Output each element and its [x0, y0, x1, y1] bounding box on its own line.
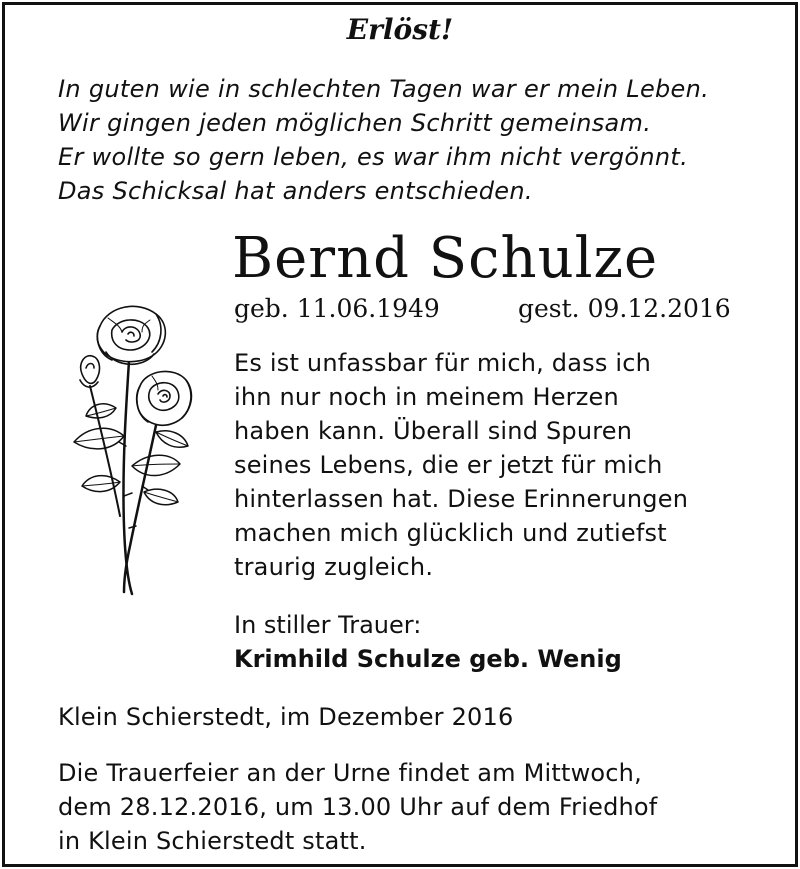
ceremony-line: dem 28.12.2016, um 13.00 Uhr auf dem Friedhof	[58, 793, 658, 821]
ceremony-line: in Klein Schierstedt statt.	[58, 827, 367, 855]
poem-line: In guten wie in schlechten Tagen war er mein Leben.	[58, 75, 710, 103]
upper-rose	[97, 306, 165, 364]
body-line: ihn nur noch in meinem Herzen	[234, 383, 619, 411]
poem-line: Wir gingen jeden möglichen Schritt gemeinsam.	[58, 109, 652, 137]
poem-line: Er wollte so gern leben, es war ihm nicht vergönnt.	[58, 143, 688, 171]
body-line: machen mich glücklich und zutiefst	[234, 519, 667, 547]
body-text	[234, 346, 688, 584]
rose-bud	[80, 356, 99, 387]
deceased-name: Bernd Schulze	[232, 226, 659, 291]
signer-name: Krimhild Schulze geb. Wenig	[234, 645, 622, 673]
birth-date: geb. 11.06.1949	[234, 294, 440, 323]
mourning-label: In stiller Trauer:	[234, 611, 422, 639]
mourning-block	[234, 608, 622, 676]
ceremony-line: Die Trauerfeier an der Urne findet am Mittwoch,	[58, 759, 642, 787]
headline: Erlöst!	[346, 13, 454, 46]
body-line: hinterlassen hat. Diese Erinnerungen	[234, 485, 689, 513]
death-date: gest. 09.12.2016	[518, 294, 731, 323]
body-line: traurig zugleich.	[234, 553, 434, 581]
rose-illustration	[60, 296, 220, 596]
ceremony-info	[58, 756, 657, 858]
body-line: Es ist unfassbar für mich, dass ich	[234, 349, 652, 377]
poem	[58, 72, 709, 208]
poem-line: Das Schicksal hat anders entschieden.	[58, 177, 533, 205]
lower-rose	[137, 371, 192, 425]
place-date: Klein Schierstedt, im Dezember 2016	[58, 703, 514, 731]
body-line: haben kann. Überall sind Spuren	[234, 417, 633, 445]
body-line: seines Lebens, die er jetzt für mich	[234, 451, 663, 479]
